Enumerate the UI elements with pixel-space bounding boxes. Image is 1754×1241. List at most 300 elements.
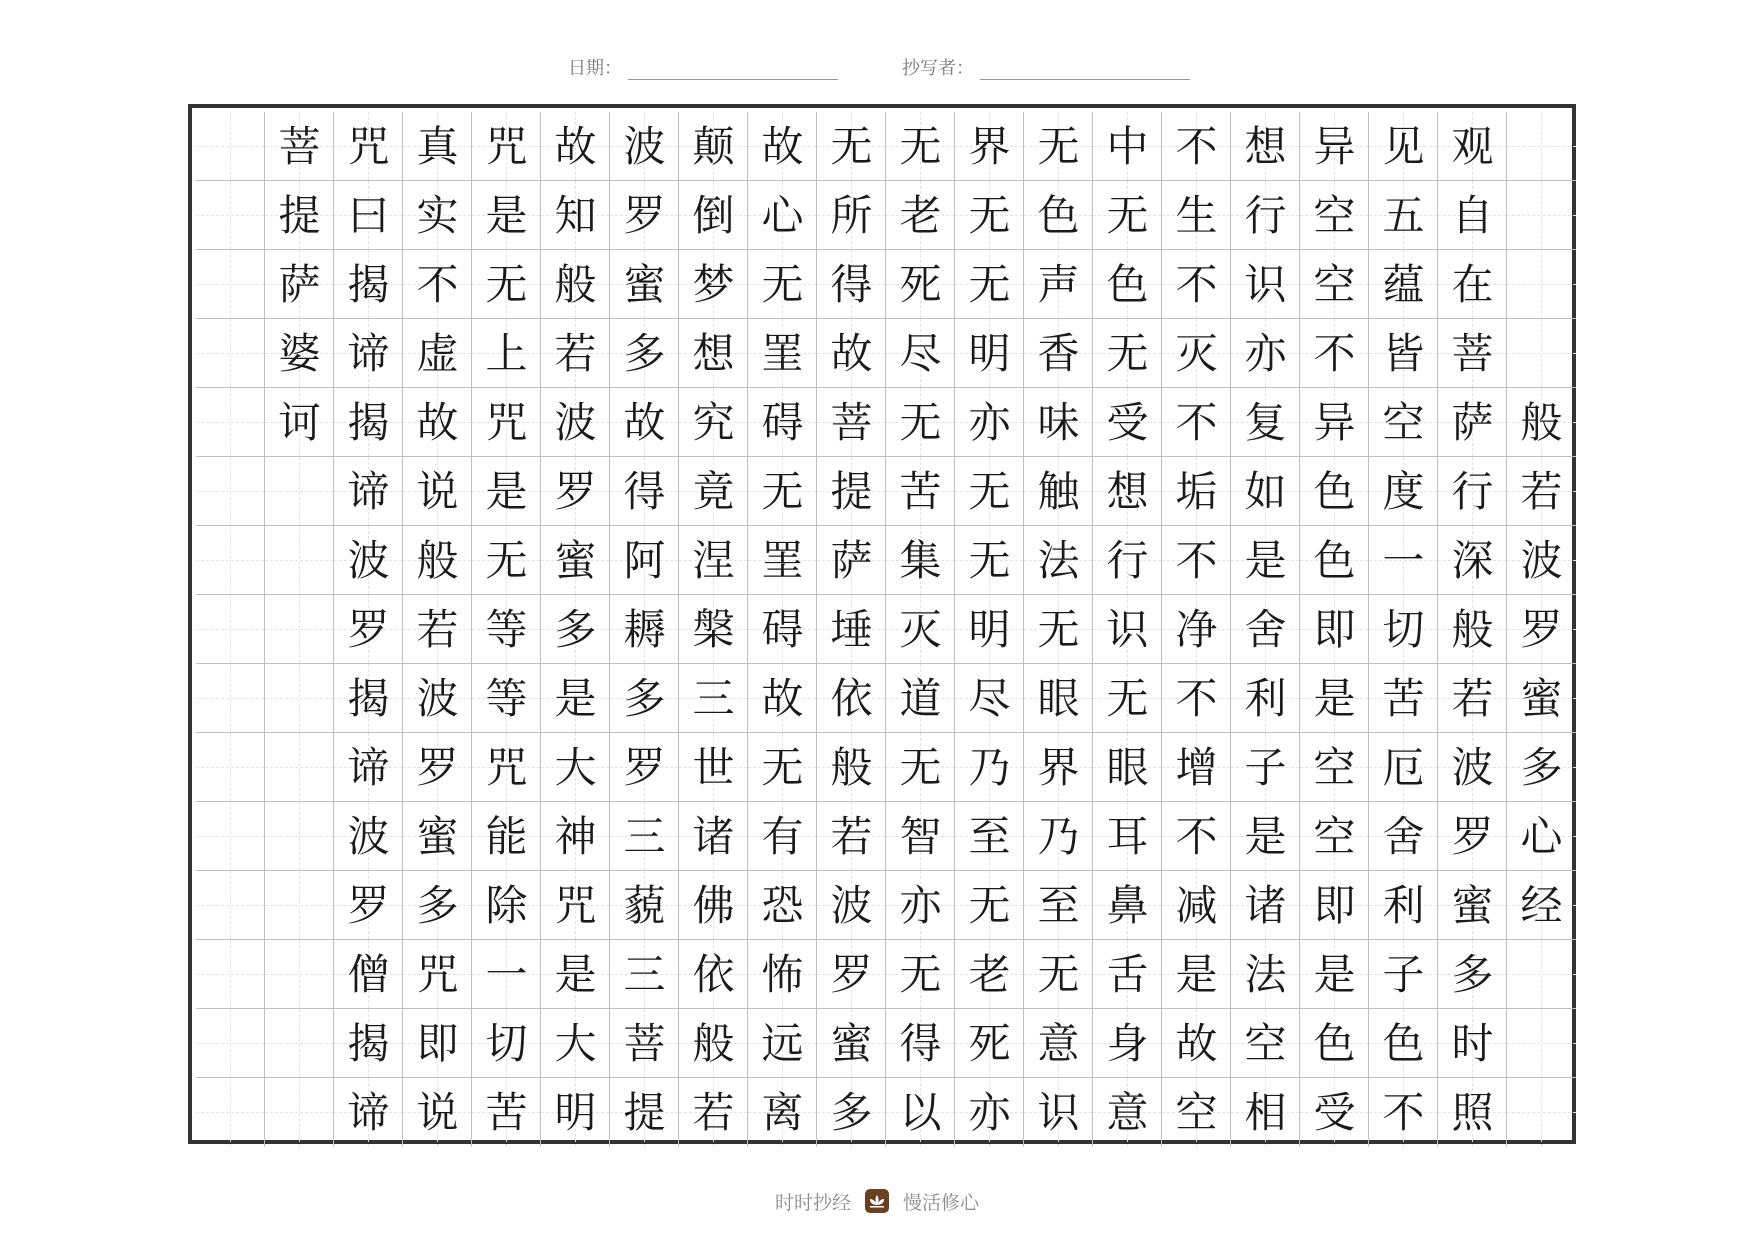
grid-cell xyxy=(265,457,334,526)
grid-cell xyxy=(1231,388,1300,457)
sutra-character: 如 xyxy=(1244,467,1287,516)
sutra-character: 世 xyxy=(692,743,735,792)
grid-cell xyxy=(1024,664,1093,733)
grid-cell xyxy=(1369,1009,1438,1078)
sutra-character: 死 xyxy=(899,260,942,309)
sutra-character: 菩 xyxy=(278,122,321,171)
grid-cell xyxy=(610,112,679,181)
grid-cell xyxy=(748,319,817,388)
grid-cell xyxy=(886,181,955,250)
grid-cell xyxy=(541,940,610,1009)
grid-cell xyxy=(334,1078,403,1147)
grid-cell xyxy=(748,733,817,802)
grid-cell xyxy=(196,664,265,733)
sutra-character: 揭 xyxy=(347,1019,390,1068)
sutra-character: 波 xyxy=(623,122,666,171)
sutra-character: 罗 xyxy=(1520,605,1563,654)
sutra-character: 增 xyxy=(1175,743,1218,792)
grid-cell xyxy=(955,733,1024,802)
grid-cell xyxy=(403,181,472,250)
sutra-character: 行 xyxy=(1244,191,1287,240)
page-footer xyxy=(0,1186,1754,1216)
sutra-character: 无 xyxy=(899,743,942,792)
sutra-character: 无 xyxy=(1106,329,1149,378)
grid-cell xyxy=(541,388,610,457)
grid-cell xyxy=(1231,664,1300,733)
grid-cell xyxy=(1438,595,1507,664)
sutra-character: 垢 xyxy=(1175,467,1218,516)
grid-cell xyxy=(1024,802,1093,871)
grid-cell xyxy=(1093,1009,1162,1078)
sutra-character: 耳 xyxy=(1106,812,1149,861)
grid-cell xyxy=(610,1078,679,1147)
grid-cell xyxy=(1093,802,1162,871)
grid-cell xyxy=(748,388,817,457)
sutra-character: 智 xyxy=(899,812,942,861)
grid-cell xyxy=(1438,940,1507,1009)
grid-cell xyxy=(1093,319,1162,388)
sutra-character: 三 xyxy=(623,812,666,861)
grid-cell xyxy=(334,319,403,388)
sutra-character: 故 xyxy=(554,122,597,171)
grid-cell xyxy=(1162,733,1231,802)
grid-cell xyxy=(610,871,679,940)
sutra-character: 明 xyxy=(554,1088,597,1137)
grid-cell xyxy=(1162,940,1231,1009)
grid-cell xyxy=(748,595,817,664)
grid-cell xyxy=(955,1078,1024,1147)
sutra-character: 舍 xyxy=(1244,605,1287,654)
sutra-character: 即 xyxy=(1313,881,1356,930)
sutra-character: 无 xyxy=(830,122,873,171)
grid-cell xyxy=(748,457,817,526)
grid-cell xyxy=(1231,250,1300,319)
grid-cell xyxy=(334,595,403,664)
grid-cell xyxy=(265,802,334,871)
grid-cell xyxy=(1369,112,1438,181)
grid-cell xyxy=(610,526,679,595)
grid-cell xyxy=(1024,1009,1093,1078)
grid-cell xyxy=(1438,319,1507,388)
grid-cell xyxy=(610,1009,679,1078)
grid-cell xyxy=(403,871,472,940)
grid-cell xyxy=(1300,388,1369,457)
sutra-character: 谛 xyxy=(347,467,390,516)
grid-cell xyxy=(1024,733,1093,802)
sutra-character: 蜜 xyxy=(416,812,459,861)
grid-cell xyxy=(886,733,955,802)
copier-label: 抄写者： xyxy=(902,58,974,79)
grid-cell xyxy=(748,181,817,250)
grid-cell xyxy=(1162,181,1231,250)
copy-grid xyxy=(188,104,1576,1144)
grid-cell xyxy=(1438,664,1507,733)
sutra-character: 亦 xyxy=(899,881,942,930)
sutra-character: 切 xyxy=(1382,605,1425,654)
sutra-character: 诸 xyxy=(692,812,735,861)
sutra-character: 故 xyxy=(1175,1019,1218,1068)
grid-cell xyxy=(541,595,610,664)
sutra-character: 罗 xyxy=(416,743,459,792)
grid-cell xyxy=(886,871,955,940)
sutra-character: 无 xyxy=(899,122,942,171)
grid-cell xyxy=(1024,388,1093,457)
grid-cell xyxy=(403,526,472,595)
sutra-character: 亦 xyxy=(968,398,1011,447)
grid-cell xyxy=(334,526,403,595)
sutra-character: 不 xyxy=(1175,812,1218,861)
grid-cell xyxy=(403,250,472,319)
sutra-character: 倒 xyxy=(692,191,735,240)
sutra-character: 除 xyxy=(485,881,528,930)
grid-cell xyxy=(472,940,541,1009)
sutra-character: 揭 xyxy=(347,260,390,309)
date-line[interactable] xyxy=(628,57,838,80)
grid-cell xyxy=(1438,181,1507,250)
grid-cell xyxy=(1438,871,1507,940)
sutra-character: 若 xyxy=(416,605,459,654)
grid-cell xyxy=(196,1078,265,1147)
sutra-character: 离 xyxy=(761,1088,804,1137)
grid-cell xyxy=(541,319,610,388)
sutra-character: 灭 xyxy=(899,605,942,654)
sutra-character: 诸 xyxy=(1244,881,1287,930)
grid-cell xyxy=(1507,457,1576,526)
grid-cell xyxy=(955,802,1024,871)
sutra-character: 三 xyxy=(623,950,666,999)
grid-cell xyxy=(196,595,265,664)
sutra-character: 真 xyxy=(416,122,459,171)
copier-line[interactable] xyxy=(980,57,1190,80)
sutra-character: 受 xyxy=(1106,398,1149,447)
sutra-character: 罗 xyxy=(347,881,390,930)
grid-cell xyxy=(1024,1078,1093,1147)
grid-cell xyxy=(403,802,472,871)
grid-cell xyxy=(1024,319,1093,388)
sutra-character: 识 xyxy=(1037,1088,1080,1137)
sutra-character: 若 xyxy=(692,1088,735,1137)
sutra-character: 色 xyxy=(1313,467,1356,516)
sutra-character: 以 xyxy=(899,1088,942,1137)
sutra-character: 利 xyxy=(1382,881,1425,930)
grid-cell xyxy=(1369,250,1438,319)
sutra-character: 香 xyxy=(1037,329,1080,378)
grid-cell xyxy=(1162,319,1231,388)
sutra-character: 若 xyxy=(1520,467,1563,516)
lotus-icon xyxy=(865,1189,889,1213)
sutra-character: 不 xyxy=(1175,398,1218,447)
sutra-character: 观 xyxy=(1451,122,1494,171)
sutra-character: 多 xyxy=(623,329,666,378)
grid-cell xyxy=(541,664,610,733)
sutra-character: 空 xyxy=(1313,743,1356,792)
sutra-character: 中 xyxy=(1106,122,1149,171)
sutra-character: 僧 xyxy=(347,950,390,999)
grid-cell xyxy=(1300,871,1369,940)
grid-cell xyxy=(1231,181,1300,250)
grid-cell xyxy=(1300,733,1369,802)
grid-cell xyxy=(1093,250,1162,319)
sutra-character: 菩 xyxy=(830,398,873,447)
sutra-character: 提 xyxy=(623,1088,666,1137)
grid-cell xyxy=(472,871,541,940)
sutra-character: 神 xyxy=(554,812,597,861)
grid-cell xyxy=(1507,733,1576,802)
grid-cell xyxy=(1300,1078,1369,1147)
sutra-character: 乃 xyxy=(1037,812,1080,861)
sutra-character: 是 xyxy=(485,467,528,516)
sutra-character: 咒 xyxy=(485,743,528,792)
sutra-character: 即 xyxy=(1313,605,1356,654)
grid-cell xyxy=(817,595,886,664)
sutra-character: 波 xyxy=(554,398,597,447)
sutra-character: 罣 xyxy=(761,536,804,585)
grid-cell xyxy=(817,664,886,733)
grid-cell xyxy=(955,664,1024,733)
sutra-character: 心 xyxy=(761,191,804,240)
grid-cell xyxy=(679,250,748,319)
sutra-character: 多 xyxy=(416,881,459,930)
grid-cell xyxy=(1300,802,1369,871)
grid-cell xyxy=(679,940,748,1009)
grid-cell xyxy=(541,181,610,250)
sutra-character: 藐 xyxy=(623,881,666,930)
sutra-character: 深 xyxy=(1451,536,1494,585)
grid-cell xyxy=(817,181,886,250)
grid-cell xyxy=(334,388,403,457)
grid-cell xyxy=(541,1009,610,1078)
grid-cell xyxy=(1231,112,1300,181)
sutra-character: 多 xyxy=(1520,743,1563,792)
sutra-character: 能 xyxy=(485,812,528,861)
sutra-character: 受 xyxy=(1313,1088,1356,1137)
grid-cell xyxy=(1093,664,1162,733)
sutra-character: 空 xyxy=(1244,1019,1287,1068)
sutra-character: 般 xyxy=(416,536,459,585)
sutra-character: 舍 xyxy=(1382,812,1425,861)
grid-cell xyxy=(955,388,1024,457)
grid-cell xyxy=(679,319,748,388)
sutra-character: 集 xyxy=(899,536,942,585)
grid-cell xyxy=(610,940,679,1009)
grid-cell xyxy=(1300,526,1369,595)
grid-cell xyxy=(1231,802,1300,871)
sutra-character: 异 xyxy=(1313,122,1356,171)
grid-cell xyxy=(610,457,679,526)
grid-cell xyxy=(1369,319,1438,388)
sutra-character: 色 xyxy=(1313,1019,1356,1068)
grid-cell xyxy=(679,664,748,733)
sutra-character: 味 xyxy=(1037,398,1080,447)
grid-cell xyxy=(541,871,610,940)
grid-cell xyxy=(1093,388,1162,457)
sutra-character: 不 xyxy=(1313,329,1356,378)
sutra-character: 大 xyxy=(554,743,597,792)
grid-cell xyxy=(1093,1078,1162,1147)
sutra-character: 波 xyxy=(347,536,390,585)
grid-cell xyxy=(1093,526,1162,595)
grid-cell xyxy=(748,664,817,733)
grid-cell xyxy=(1093,940,1162,1009)
grid-cell xyxy=(1231,1009,1300,1078)
grid-cell xyxy=(1369,871,1438,940)
grid-cell xyxy=(955,595,1024,664)
sutra-character: 蜜 xyxy=(554,536,597,585)
grid-cell xyxy=(1231,319,1300,388)
grid-cell xyxy=(403,1009,472,1078)
sutra-character: 舌 xyxy=(1106,950,1149,999)
grid-cell xyxy=(403,112,472,181)
grid-cell xyxy=(334,250,403,319)
grid-cell xyxy=(748,250,817,319)
grid-cell xyxy=(1507,595,1576,664)
grid-cell xyxy=(265,871,334,940)
grid-cell xyxy=(334,733,403,802)
sutra-character: 等 xyxy=(485,674,528,723)
grid-cell xyxy=(265,940,334,1009)
sutra-character: 般 xyxy=(1451,605,1494,654)
grid-cell xyxy=(817,388,886,457)
grid-cell xyxy=(334,664,403,733)
grid-cell xyxy=(1231,526,1300,595)
sutra-character: 蜜 xyxy=(1520,674,1563,723)
grid-cell xyxy=(817,112,886,181)
sutra-character: 若 xyxy=(554,329,597,378)
grid-cell xyxy=(1024,595,1093,664)
sutra-character: 罗 xyxy=(1451,812,1494,861)
sutra-character: 菩 xyxy=(623,1019,666,1068)
sutra-character: 故 xyxy=(416,398,459,447)
grid-cell xyxy=(1162,595,1231,664)
grid-cell xyxy=(541,457,610,526)
sutra-character: 度 xyxy=(1382,467,1425,516)
grid-cell xyxy=(403,319,472,388)
grid-cell xyxy=(1300,457,1369,526)
sutra-character: 提 xyxy=(278,191,321,240)
grid-cell xyxy=(334,457,403,526)
grid-cell xyxy=(748,112,817,181)
sutra-character: 梦 xyxy=(692,260,735,309)
grid-cell xyxy=(472,319,541,388)
sutra-character: 心 xyxy=(1520,812,1563,861)
grid-cell xyxy=(679,181,748,250)
grid-cell xyxy=(334,1009,403,1078)
copier-field xyxy=(902,54,1190,80)
sutra-character: 等 xyxy=(485,605,528,654)
sutra-character: 想 xyxy=(692,329,735,378)
grid-cell xyxy=(196,112,265,181)
sutra-character: 实 xyxy=(416,191,459,240)
sutra-character: 罗 xyxy=(830,950,873,999)
grid-cell xyxy=(1438,733,1507,802)
grid-cell xyxy=(472,112,541,181)
sutra-character: 异 xyxy=(1313,398,1356,447)
grid-cell xyxy=(955,1009,1024,1078)
grid-cell xyxy=(472,181,541,250)
date-label: 日期： xyxy=(568,58,622,79)
sutra-character: 槃 xyxy=(692,605,735,654)
grid-cell xyxy=(748,940,817,1009)
sutra-character: 无 xyxy=(899,950,942,999)
grid-cell xyxy=(265,250,334,319)
grid-cell xyxy=(1024,871,1093,940)
grid-cell xyxy=(1024,940,1093,1009)
sutra-character: 不 xyxy=(416,260,459,309)
grid-cell xyxy=(1507,250,1576,319)
grid-cell xyxy=(1162,664,1231,733)
sutra-character: 说 xyxy=(416,467,459,516)
sutra-character: 波 xyxy=(1520,536,1563,585)
sutra-character: 曰 xyxy=(347,191,390,240)
sutra-character: 无 xyxy=(761,260,804,309)
sutra-character: 波 xyxy=(1451,743,1494,792)
grid-cell xyxy=(1162,112,1231,181)
sutra-character: 想 xyxy=(1244,122,1287,171)
sutra-character: 苦 xyxy=(485,1088,528,1137)
grid-cell xyxy=(1438,1078,1507,1147)
grid-cell xyxy=(1231,871,1300,940)
sutra-character: 苦 xyxy=(899,467,942,516)
grid-cell xyxy=(1093,112,1162,181)
grid-cell xyxy=(679,526,748,595)
grid-cell xyxy=(403,664,472,733)
sutra-character: 萨 xyxy=(1451,398,1494,447)
sutra-character: 揭 xyxy=(347,398,390,447)
grid-cell xyxy=(955,319,1024,388)
grid-cell xyxy=(1507,940,1576,1009)
grid-cell xyxy=(748,526,817,595)
grid-cell xyxy=(748,802,817,871)
sutra-character: 提 xyxy=(830,467,873,516)
sutra-character: 无 xyxy=(761,743,804,792)
sutra-character: 无 xyxy=(485,536,528,585)
sutra-character: 色 xyxy=(1106,260,1149,309)
sutra-character: 无 xyxy=(485,260,528,309)
grid-cell xyxy=(1162,802,1231,871)
grid-cell xyxy=(472,1009,541,1078)
sutra-character: 界 xyxy=(968,122,1011,171)
grid-cell xyxy=(679,802,748,871)
sutra-character: 无 xyxy=(899,398,942,447)
grid-cell xyxy=(1369,940,1438,1009)
sutra-character: 涅 xyxy=(692,536,735,585)
sutra-character: 苦 xyxy=(1382,674,1425,723)
sutra-character: 咒 xyxy=(416,950,459,999)
grid-cell xyxy=(1507,871,1576,940)
grid-cell xyxy=(610,733,679,802)
sutra-character: 不 xyxy=(1175,536,1218,585)
sutra-character: 自 xyxy=(1451,191,1494,240)
sutra-character: 波 xyxy=(416,674,459,723)
sutra-character: 行 xyxy=(1451,467,1494,516)
sutra-character: 触 xyxy=(1037,467,1080,516)
grid-cell xyxy=(1300,181,1369,250)
sutra-character: 无 xyxy=(968,467,1011,516)
sutra-character: 至 xyxy=(968,812,1011,861)
grid-cell xyxy=(1438,802,1507,871)
sutra-character: 蜜 xyxy=(830,1019,873,1068)
grid-cell xyxy=(679,733,748,802)
sutra-character: 空 xyxy=(1313,191,1356,240)
grid-cell xyxy=(1507,1009,1576,1078)
grid-cell xyxy=(748,1009,817,1078)
grid-cell xyxy=(1507,388,1576,457)
sutra-character: 相 xyxy=(1244,1088,1287,1137)
grid-cell xyxy=(1507,526,1576,595)
grid-cell xyxy=(1300,595,1369,664)
grid-cell xyxy=(1162,1009,1231,1078)
grid-cell xyxy=(1369,181,1438,250)
